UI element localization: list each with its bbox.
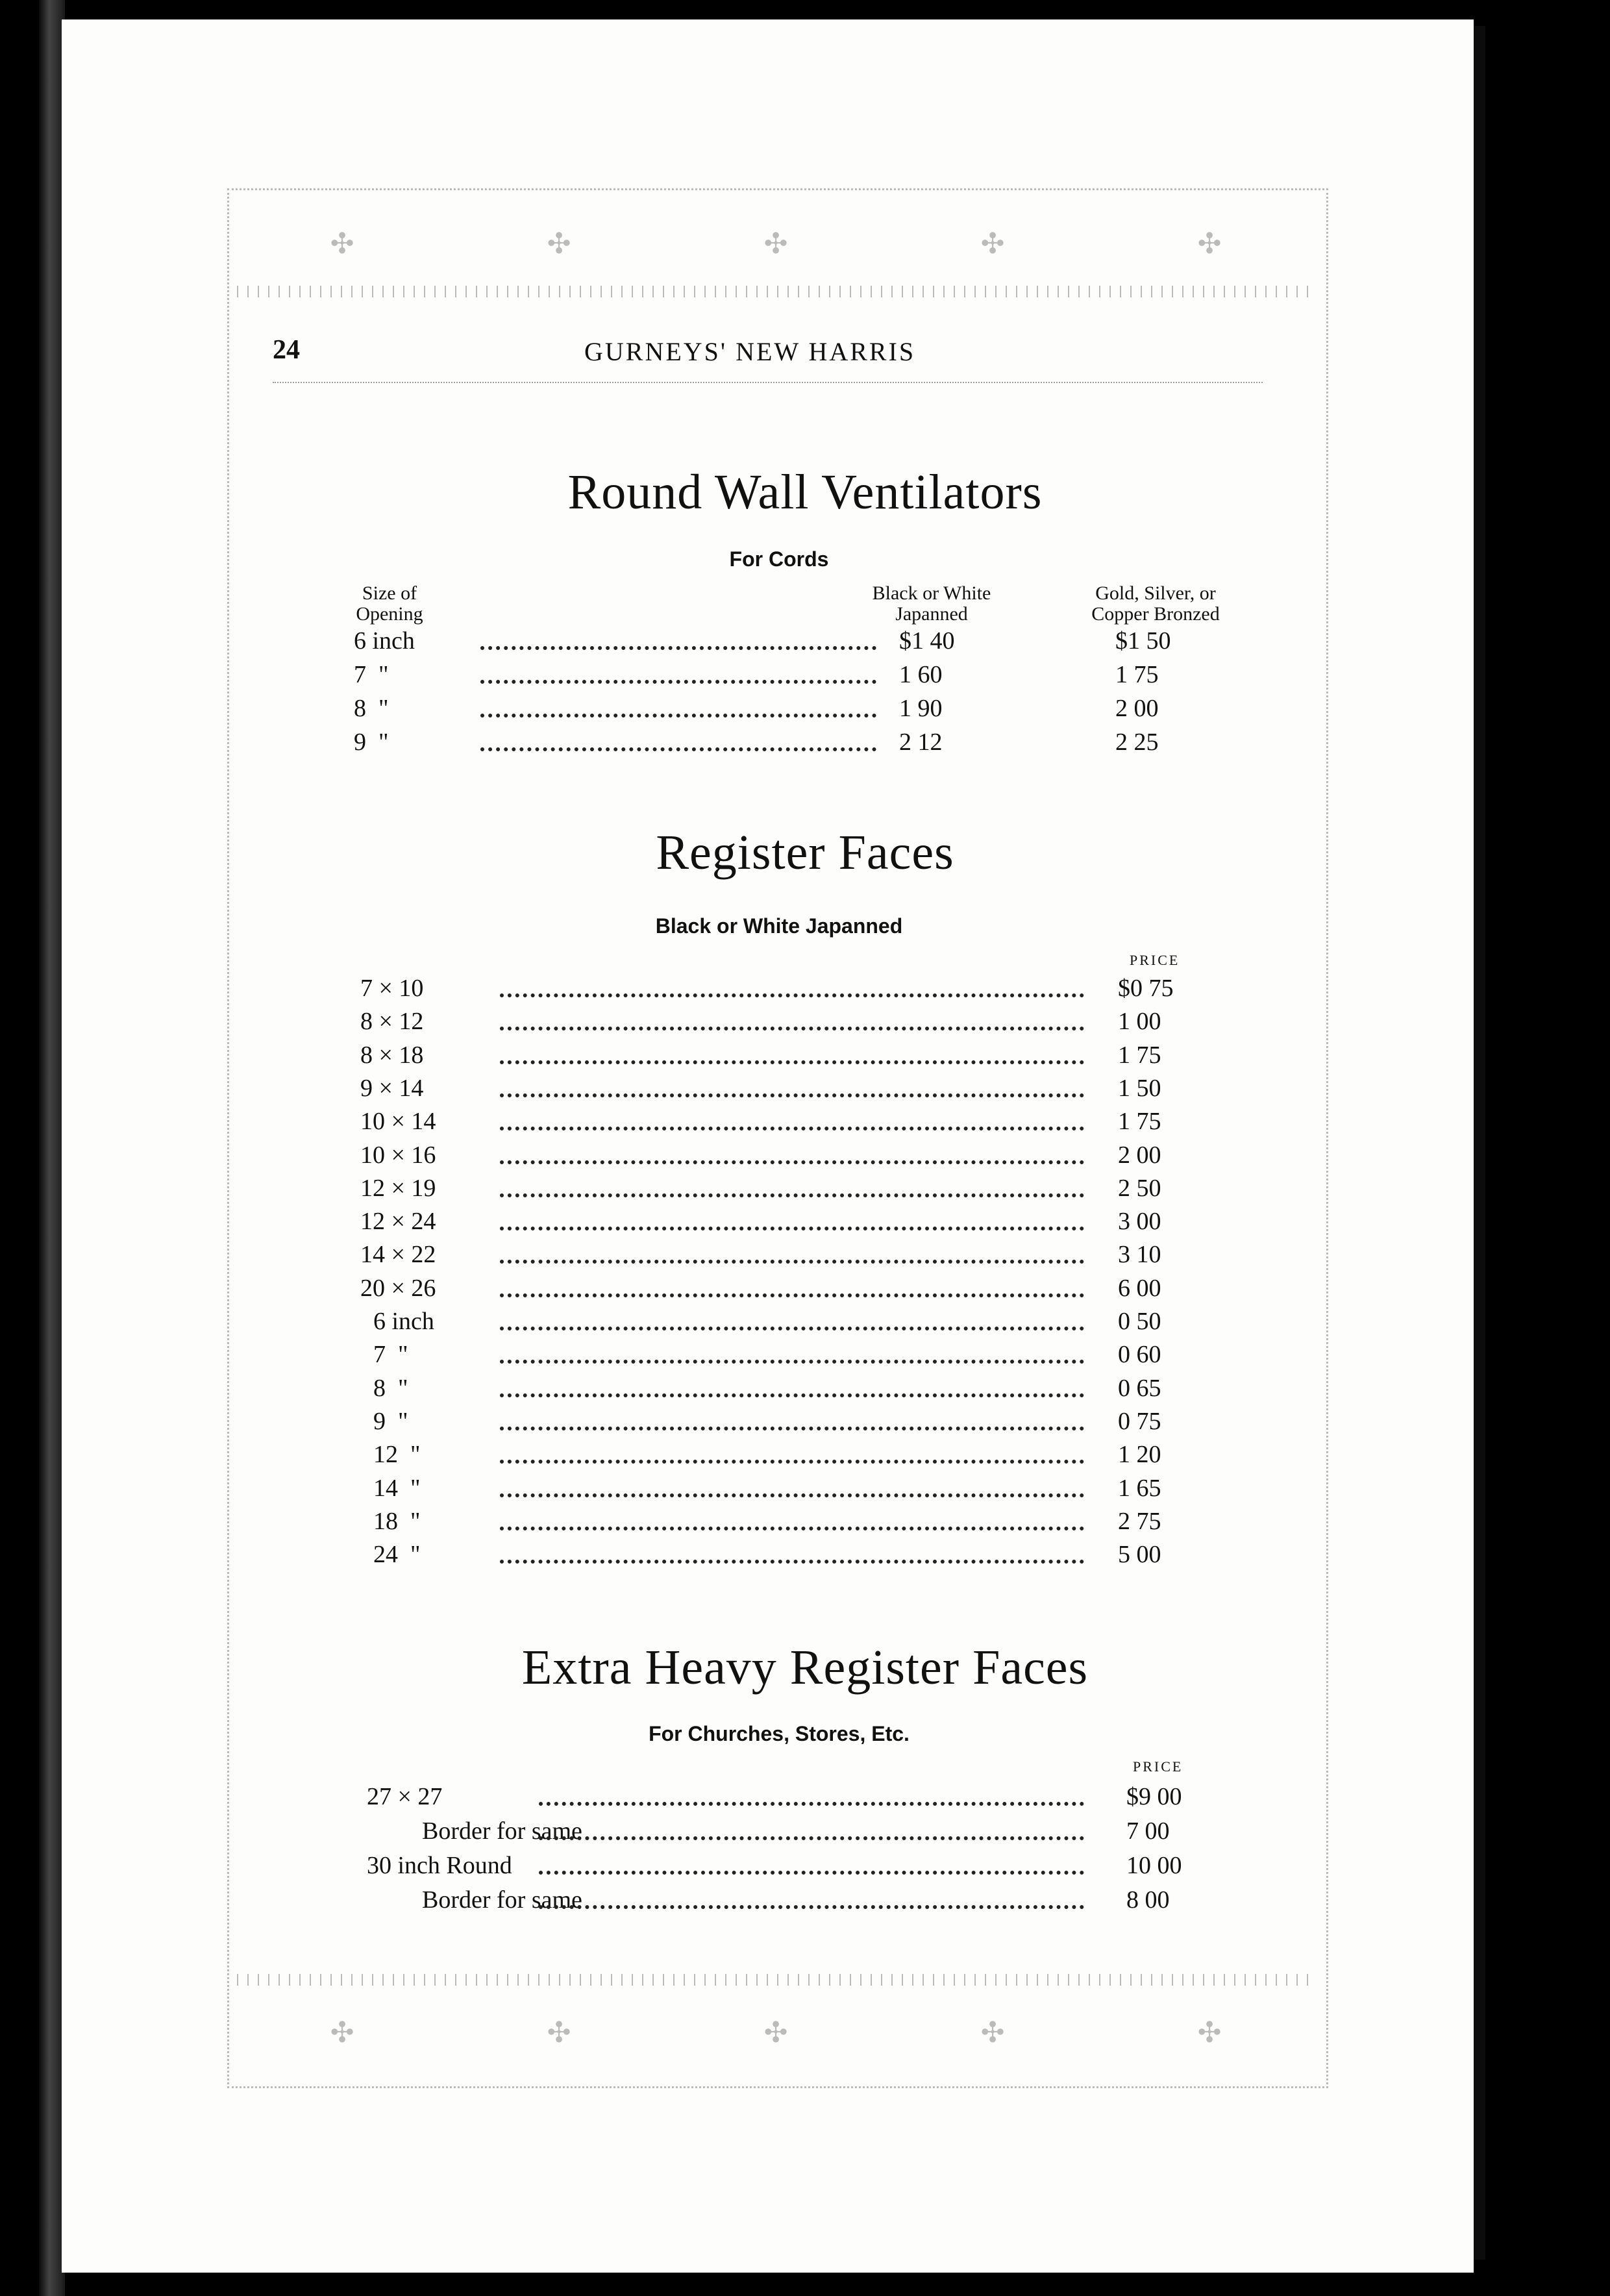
section-title-extra-heavy: Extra Heavy Register Faces: [521, 1640, 1089, 1695]
dot-leader: [539, 1905, 1084, 1909]
size-label: 14 ": [373, 1474, 421, 1502]
dot-leader: [480, 646, 876, 650]
price-value: 0 75: [1118, 1407, 1161, 1435]
price-value: 2 00: [1118, 1141, 1161, 1169]
quatrefoil-ornament-icon: ✣: [330, 2015, 354, 2049]
quatrefoil-ornament-icon: ✣: [330, 227, 354, 260]
price-row: [0, 660, 1610, 693]
price-row: [0, 1074, 1610, 1106]
price-value: 0 65: [1118, 1374, 1161, 1402]
price-row: [0, 1440, 1610, 1473]
price-bronzed: 1 75: [1115, 661, 1159, 688]
size-label: 12 × 19: [360, 1174, 436, 1202]
price-row: [0, 974, 1610, 1006]
price-header-extra-heavy: PRICE: [1133, 1758, 1183, 1775]
size-label: 6 inch: [354, 627, 415, 655]
dot-leader: [500, 1260, 1084, 1264]
section-subtitle-register-faces: Black or White Japanned: [655, 914, 903, 938]
quatrefoil-ornament-icon: ✣: [1197, 227, 1222, 260]
price-black-white: 1 90: [899, 695, 943, 722]
dot-leader: [500, 1493, 1084, 1497]
column-header-size: Size of Opening: [356, 582, 423, 625]
price-value: 2 50: [1118, 1174, 1161, 1202]
size-label: 7 ": [373, 1341, 408, 1369]
price-row: [0, 1307, 1610, 1340]
size-label: 12 × 24: [360, 1208, 436, 1236]
size-label: 7 × 10: [360, 975, 424, 1002]
size-label: 8 × 12: [360, 1008, 424, 1036]
bottom-tick-border: [237, 1974, 1315, 1986]
size-label: 10 × 14: [360, 1108, 436, 1136]
dot-leader: [500, 993, 1084, 997]
size-label: 30 inch Round: [367, 1852, 512, 1879]
price-row: [0, 1474, 1610, 1506]
size-label: 14 × 22: [360, 1241, 436, 1269]
dot-leader: [500, 1560, 1084, 1564]
price-row: [0, 728, 1610, 760]
price-row: [0, 1340, 1610, 1373]
dot-leader: [539, 1871, 1084, 1875]
size-label: 8 ": [373, 1374, 408, 1402]
dot-leader: [500, 1460, 1084, 1464]
header-rule: [273, 382, 1263, 383]
bottom-ornament-row: [234, 1993, 1318, 2071]
dot-leader: [500, 1427, 1084, 1430]
size-label: 9 ": [373, 1407, 408, 1435]
price-value: 1 75: [1118, 1041, 1161, 1069]
price-row: [0, 1374, 1610, 1406]
price-row: [0, 1240, 1610, 1273]
size-label: 6 inch: [373, 1308, 434, 1335]
price-value: $0 75: [1118, 975, 1174, 1002]
price-row: [0, 1407, 1610, 1440]
size-label: 24 ": [373, 1541, 421, 1569]
price-value: 1 50: [1118, 1074, 1161, 1102]
size-label: 20 × 26: [360, 1274, 436, 1302]
price-black-white: 2 12: [899, 729, 943, 756]
quatrefoil-ornament-icon: ✣: [547, 2015, 571, 2049]
size-label: 8 × 18: [360, 1041, 424, 1069]
quatrefoil-ornament-icon: ✣: [980, 2015, 1005, 2049]
price-row: [0, 1782, 1610, 1815]
price-row: [0, 1107, 1610, 1140]
dot-leader: [500, 1160, 1084, 1164]
size-label: 8 ": [354, 695, 389, 722]
price-value: 1 65: [1118, 1474, 1161, 1502]
size-label: Border for same: [422, 1817, 582, 1845]
size-label: 9 ": [354, 729, 389, 756]
price-header-register-faces: PRICE: [1130, 952, 1180, 968]
dot-leader: [500, 1027, 1084, 1030]
price-value: 1 20: [1118, 1441, 1161, 1469]
top-ornament-row: [234, 205, 1318, 282]
quatrefoil-ornament-icon: ✣: [763, 2015, 788, 2049]
price-black-white: 1 60: [899, 661, 943, 688]
dot-leader: [500, 1227, 1084, 1230]
column-header-black-white: Black or White Japanned: [872, 582, 991, 625]
running-head: GURNEYS' NEW HARRIS: [584, 337, 916, 366]
size-label: 9 × 14: [360, 1074, 424, 1102]
price-black-white: $1 40: [899, 627, 955, 655]
price-value: $9 00: [1126, 1783, 1182, 1810]
section-title-ventilators: Round Wall Ventilators: [567, 465, 1043, 519]
dot-leader: [500, 1393, 1084, 1397]
dot-leader: [539, 1802, 1084, 1806]
quatrefoil-ornament-icon: ✣: [1197, 2015, 1222, 2049]
price-row: [0, 1851, 1610, 1884]
dot-leader: [500, 1093, 1084, 1097]
price-bronzed: 2 00: [1115, 695, 1159, 722]
price-row: [0, 1507, 1610, 1540]
price-row: [0, 1540, 1610, 1573]
price-row: [0, 1174, 1610, 1206]
price-row: [0, 627, 1610, 659]
dot-leader: [480, 680, 876, 684]
size-label: 18 ": [373, 1507, 421, 1535]
price-row: [0, 1207, 1610, 1240]
price-row: [0, 1007, 1610, 1040]
dot-leader: [500, 1360, 1084, 1364]
size-label: Border for same: [422, 1886, 582, 1914]
dot-leader: [539, 1836, 1084, 1840]
dot-leader: [500, 1327, 1084, 1330]
price-row: [0, 1817, 1610, 1849]
dot-leader: [500, 1293, 1084, 1297]
top-tick-border: [237, 286, 1315, 297]
column-header-bronzed: Gold, Silver, or Copper Bronzed: [1091, 582, 1220, 625]
section-title-register-faces: Register Faces: [656, 825, 954, 880]
dot-leader: [500, 1127, 1084, 1130]
price-value: 3 00: [1118, 1208, 1161, 1236]
price-row: [0, 1274, 1610, 1306]
price-row: [0, 694, 1610, 727]
price-value: 0 60: [1118, 1341, 1161, 1369]
dot-leader: [480, 714, 876, 718]
quatrefoil-ornament-icon: ✣: [763, 227, 788, 260]
price-value: 0 50: [1118, 1308, 1161, 1335]
price-value: 1 00: [1118, 1008, 1161, 1036]
dot-leader: [500, 1060, 1084, 1064]
price-value: 3 10: [1118, 1241, 1161, 1269]
price-value: 6 00: [1118, 1274, 1161, 1302]
price-row: [0, 1886, 1610, 1918]
price-bronzed: 2 25: [1115, 729, 1159, 756]
size-label: 10 × 16: [360, 1141, 436, 1169]
price-row: [0, 1041, 1610, 1073]
size-label: 27 × 27: [367, 1783, 443, 1810]
dot-leader: [500, 1193, 1084, 1197]
price-value: 7 00: [1126, 1817, 1170, 1845]
price-value: 5 00: [1118, 1541, 1161, 1569]
price-value: 2 75: [1118, 1507, 1161, 1535]
section-subtitle-ventilators: For Cords: [729, 547, 829, 571]
price-bronzed: $1 50: [1115, 627, 1171, 655]
dot-leader: [480, 747, 876, 751]
quatrefoil-ornament-icon: ✣: [547, 227, 571, 260]
page-number: 24: [273, 335, 300, 365]
size-label: 12 ": [373, 1441, 421, 1469]
price-value: 1 75: [1118, 1108, 1161, 1136]
section-subtitle-extra-heavy: For Churches, Stores, Etc.: [649, 1722, 910, 1745]
price-value: 8 00: [1126, 1886, 1170, 1914]
dot-leader: [500, 1527, 1084, 1530]
quatrefoil-ornament-icon: ✣: [980, 227, 1005, 260]
price-row: [0, 1141, 1610, 1173]
size-label: 7 ": [354, 661, 389, 688]
price-value: 10 00: [1126, 1852, 1182, 1879]
